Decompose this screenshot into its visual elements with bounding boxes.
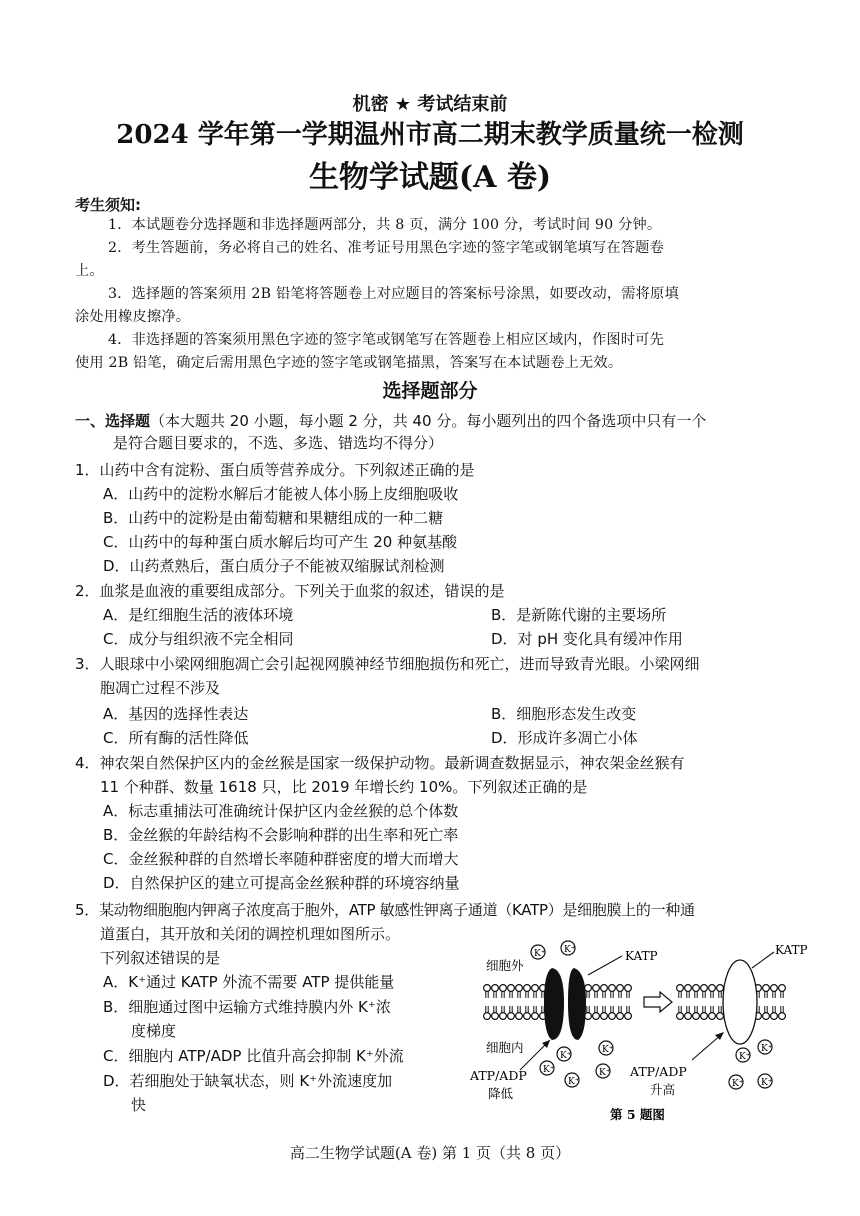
question-2-stem: 2．血浆是血液的重要组成部分。下列关于血浆的叙述，错误的是 bbox=[75, 582, 505, 600]
k-ion bbox=[758, 1040, 773, 1054]
question-1-option-a: A．山药中的淀粉水解后才能被人体小肠上皮细胞吸收 bbox=[103, 485, 459, 503]
k-ion bbox=[758, 1074, 773, 1088]
k-ion bbox=[736, 1048, 751, 1062]
closed-channel bbox=[723, 960, 757, 1044]
svg-text:K⁺: K⁺ bbox=[761, 1044, 773, 1054]
katp-pointer-left bbox=[588, 956, 622, 975]
section-heading-label: 一、选择题 bbox=[75, 412, 151, 430]
outside-label: 细胞外 bbox=[486, 958, 524, 973]
ratio-low-label: ATP/ADP bbox=[470, 1068, 527, 1083]
confidential-line: 机密 ★ 考试结束前 bbox=[352, 94, 508, 115]
question-4-stem-cont: 11 个种群、数量 1618 只，比 2019 年增长约 10%。下列叙述正确的是 bbox=[100, 778, 588, 796]
channel-half-left bbox=[544, 968, 564, 1040]
notice-item: 4．非选择题的答案须用黑色字迹的签字笔或钢笔写在答题卷上相应区域内，作图时可先 bbox=[108, 332, 664, 348]
section-heading-text: （本大题共 20 小题，每小题 2 分，共 40 分。每小题列出的四个备选项中只有一个 bbox=[150, 412, 707, 430]
k-ion bbox=[557, 1047, 572, 1061]
k-ion bbox=[599, 1041, 614, 1055]
figure-caption: 第 5 题图 bbox=[610, 1107, 665, 1122]
svg-text:K⁺: K⁺ bbox=[534, 949, 546, 959]
notice-item: 1．本试题卷分选择题和非选择题两部分，共 8 页，满分 100 分，考试时间 90 分钟。 bbox=[108, 217, 662, 233]
ratio-high-pointer bbox=[692, 1034, 722, 1060]
k-ion bbox=[531, 945, 546, 959]
k-ion bbox=[729, 1075, 744, 1089]
question-5-option-a: A．K⁺通过 KATP 外流不需要 ATP 提供能量 bbox=[103, 973, 395, 991]
notice-heading: 考生须知: bbox=[75, 196, 141, 214]
ratio-high-label-2: 升高 bbox=[650, 1082, 676, 1097]
katp-label-right: KATP bbox=[775, 943, 808, 957]
question-4-option-d: D．自然保护区的建立可提高金丝猴种群的环境容纳量 bbox=[103, 874, 460, 892]
question-4-option-a: A．标志重捕法可准确统计保护区内金丝猴的总个体数 bbox=[103, 802, 459, 820]
inside-label: 细胞内 bbox=[486, 1040, 524, 1055]
notice-item: 2．考生答题前，务必将自己的姓名、准考证号用黑色字迹的签字笔或钢笔填写在答题卷 bbox=[108, 240, 664, 256]
notice-item: 3．选择题的答案须用 2B 铅笔将答题卷上对应题目的答案标号涂黑，如要改动，需将原填 bbox=[108, 286, 679, 302]
question-3-option-a: A．基因的选择性表达 bbox=[103, 705, 249, 723]
channel-half-right bbox=[568, 968, 586, 1040]
transition-arrow bbox=[644, 992, 672, 1012]
ratio-high-label: ATP/ADP bbox=[630, 1064, 687, 1079]
question-3-option-c: C．所有酶的活性降低 bbox=[103, 729, 249, 747]
question-2-option-c: C．成分与组织液不完全相同 bbox=[103, 630, 294, 648]
question-2-option-d: D．对 pH 变化具有缓冲作用 bbox=[491, 630, 683, 648]
question-4-stem: 4．神农架自然保护区内的金丝猴是国家一级保护动物。最新调查数据显示，神农架金丝猴有 bbox=[75, 754, 685, 772]
section-title: 选择题部分 bbox=[382, 380, 478, 402]
question-4-option-b: B．金丝猴的年龄结构不会影响种群的出生率和死亡率 bbox=[103, 826, 459, 844]
question-1-option-d: D．山药煮熟后，蛋白质分子不能被双缩脲试剂检测 bbox=[103, 557, 445, 575]
question-5-option-b: B．细胞通过图中运输方式维持膜内外 K⁺浓 bbox=[103, 998, 391, 1016]
svg-text:K⁺: K⁺ bbox=[560, 1051, 572, 1061]
svg-text:K⁺: K⁺ bbox=[761, 1078, 773, 1088]
svg-text:K⁺: K⁺ bbox=[732, 1079, 744, 1089]
k-ion bbox=[561, 941, 576, 955]
question-3-stem: 3．人眼球中小梁网细胞凋亡会引起视网膜神经节细胞损伤和死亡，进而导致青光眼。小梁网细 bbox=[75, 655, 700, 673]
question-3-option-d: D．形成许多凋亡小体 bbox=[491, 729, 638, 747]
notice-item: 使用 2B 铅笔，确定后需用黑色字迹的签字笔或钢笔描黑，答案写在本试题卷上无效。 bbox=[75, 355, 623, 371]
katp-pointer-right bbox=[752, 952, 774, 968]
question-3-stem-cont: 胞凋亡过程不涉及 bbox=[100, 679, 221, 697]
question-5-stem: 5．某动物细胞胞内钾离子浓度高于胞外，ATP 敏感性钾离子通道（KATP）是细胞膜上的一种通 bbox=[75, 901, 695, 919]
section-heading bbox=[75, 410, 706, 431]
page-footer: 高二生物学试题(A 卷) 第 1 页（共 8 页） bbox=[289, 1144, 571, 1162]
question-2-option-a: A．是红细胞生活的液体环境 bbox=[103, 606, 294, 624]
left-membrane bbox=[484, 968, 632, 1040]
question-4-option-c: C．金丝猴种群的自然增长率随种群密度的增大而增大 bbox=[103, 850, 459, 868]
question-1-stem: 1．山药中含有淀粉、蛋白质等营养成分。下列叙述正确的是 bbox=[75, 461, 475, 479]
question-5-option-c: C．细胞内 ATP/ADP 比值升高会抑制 K⁺外流 bbox=[103, 1047, 404, 1065]
exam-subtitle: 生物学试题(A 卷) bbox=[308, 160, 552, 195]
svg-text:K⁺: K⁺ bbox=[739, 1052, 751, 1062]
ratio-low-label-2: 降低 bbox=[488, 1086, 514, 1101]
question-5-option-b-cont: 度梯度 bbox=[131, 1022, 177, 1040]
notice-item: 上。 bbox=[75, 263, 104, 279]
k-ion bbox=[565, 1073, 580, 1087]
question-5-stem-cont2: 下列叙述错误的是 bbox=[100, 949, 221, 967]
svg-text:K⁺: K⁺ bbox=[543, 1065, 555, 1075]
katp-label-left: KATP bbox=[625, 949, 658, 963]
svg-text:K⁺: K⁺ bbox=[602, 1045, 614, 1055]
question-5-stem-cont: 道蛋白，其开放和关闭的调控机理如图所示。 bbox=[100, 925, 401, 943]
question-5-option-d: D．若细胞处于缺氧状态，则 K⁺外流速度加 bbox=[103, 1072, 393, 1090]
notice-item: 涂处用橡皮擦净。 bbox=[75, 309, 191, 325]
question-2-option-b: B．是新陈代谢的主要场所 bbox=[491, 606, 667, 624]
svg-text:K⁺: K⁺ bbox=[568, 1077, 580, 1087]
k-ion bbox=[596, 1064, 611, 1078]
svg-text:K⁺: K⁺ bbox=[564, 945, 576, 955]
right-membrane bbox=[677, 960, 786, 1044]
section-heading-line2: 是符合题目要求的，不选、多选、错选均不得分） bbox=[113, 434, 444, 452]
k-ion bbox=[540, 1061, 555, 1075]
question-1-option-b: B．山药中的淀粉是由葡萄糖和果糖组成的一种二糖 bbox=[103, 509, 444, 527]
question-5-option-d-cont: 快 bbox=[131, 1096, 147, 1114]
question-1-option-c: C．山药中的每种蛋白质水解后均可产生 20 种氨基酸 bbox=[103, 533, 458, 551]
svg-text:K⁺: K⁺ bbox=[599, 1068, 611, 1078]
katp-channel-figure bbox=[460, 930, 808, 1130]
exam-title: 2024 学年第一学期温州市高二期末教学质量统一检测 bbox=[116, 120, 744, 150]
question-3-option-b: B．细胞形态发生改变 bbox=[491, 705, 637, 723]
